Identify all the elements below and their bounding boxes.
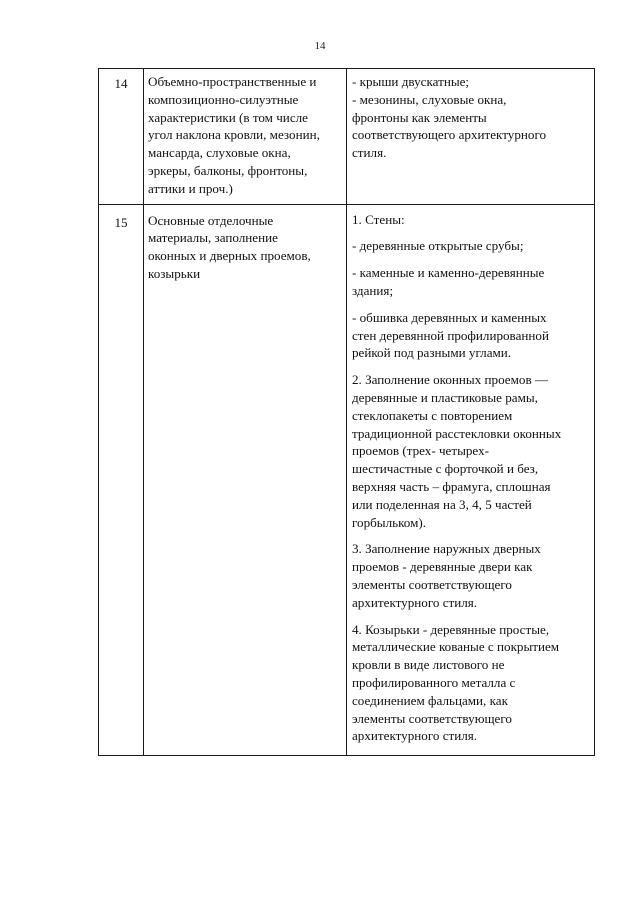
characteristic-name-line: характеристики (в том числе — [148, 109, 308, 125]
table-body — [99, 69, 595, 756]
requirement-paragraph-log-houses — [352, 237, 588, 255]
characteristic-name-line: мансарда, слуховые окна, — [148, 145, 291, 161]
requirement-line: элементы соответствующего — [352, 710, 512, 726]
requirement-line: проемов (трех- четырех- — [352, 443, 489, 459]
row-number-cell — [99, 204, 144, 756]
requirement-line: - крыши двускатные; — [352, 74, 470, 89]
requirement-line: металлические кованые с покрытием — [352, 639, 560, 655]
table-row — [99, 69, 595, 205]
row-number: 14 — [114, 76, 128, 91]
requirement-line: архитектурного стиля. — [352, 728, 478, 744]
characteristic-name-line: угол наклона кровли, мезонин, — [148, 127, 320, 143]
requirement-line: здания; — [352, 282, 394, 298]
requirement-line: стиля. — [352, 145, 387, 161]
requirement-line: соответствующего архитектурного — [352, 127, 547, 143]
requirement-line: - обшивка деревянных и каменных — [352, 309, 547, 325]
requirement-paragraph-doors — [352, 540, 588, 611]
requirement-line: 3. Заполнение наружных дверных — [352, 541, 541, 557]
characteristic-name-line: оконных и дверных проемов, — [148, 248, 311, 264]
requirement-paragraph — [352, 73, 588, 162]
requirement-description-cell — [347, 204, 595, 756]
characteristic-name-cell — [144, 204, 347, 756]
characteristic-name-cell — [144, 69, 347, 205]
requirement-line: проемов - деревянные двери как — [352, 559, 533, 575]
characteristic-name-line: эркеры, балконы, фронтоны, — [148, 162, 308, 178]
requirement-line: рейкой под разными углами. — [352, 345, 512, 361]
requirement-line: 1. Стены: — [352, 211, 405, 227]
requirement-line: стен деревянной профилированной — [352, 327, 549, 343]
requirement-paragraph-cladding — [352, 309, 588, 362]
requirement-line: или поделенная на 3, 4, 5 частей — [352, 496, 532, 512]
requirement-line: - мезонины, слуховые окна, — [352, 91, 507, 107]
characteristic-name-line: Объемно-пространственные и — [148, 74, 317, 89]
requirement-line: верхняя часть – фрамуга, сплошная — [352, 478, 551, 494]
requirement-line: 2. Заполнение оконных проемов — — [352, 372, 549, 388]
requirement-line: - деревянные открытые срубы; — [352, 238, 524, 254]
characteristic-name-line: материалы, заполнение — [148, 230, 278, 246]
requirement-paragraph-walls-heading — [352, 211, 588, 229]
row-number-cell — [99, 69, 144, 205]
requirement-line: - каменные и каменно-деревянные — [352, 265, 545, 281]
row-number: 15 — [114, 214, 128, 230]
requirement-line: горбыльком). — [352, 514, 427, 530]
requirement-line: архитектурного стиля. — [352, 594, 478, 610]
requirement-paragraph-stone-buildings — [352, 264, 588, 300]
requirement-line: профилированного металла с — [352, 674, 516, 690]
requirement-line: кровли в виде листового не — [352, 657, 505, 673]
requirement-paragraph-canopies — [352, 621, 588, 746]
characteristic-name-line: козырьки — [148, 265, 201, 281]
characteristic-name-line: Основные отделочные — [148, 212, 274, 228]
page-number: 14 — [314, 40, 326, 52]
requirement-line: 4. Козырьки - деревянные простые, — [352, 621, 550, 637]
requirement-paragraph-windows — [352, 371, 588, 531]
characteristic-name-line: аттики и проч.) — [148, 180, 233, 196]
requirements-table — [98, 68, 595, 756]
characteristic-name-line: композиционно-силуэтные — [148, 91, 299, 107]
requirement-line: элементы соответствующего — [352, 576, 512, 592]
table-row — [99, 204, 595, 756]
requirement-line: традиционной расстекловки оконных — [352, 425, 562, 441]
requirement-line: деревянные и пластиковые рамы, — [352, 389, 538, 405]
requirement-line: стеклопакеты с повторением — [352, 407, 513, 423]
requirement-line: соединением фальцами, как — [352, 692, 508, 708]
requirement-line: фронтоны как элементы — [352, 109, 487, 125]
requirement-description-cell — [347, 69, 595, 205]
requirement-line: шестичастные с форточкой и без, — [352, 461, 539, 477]
